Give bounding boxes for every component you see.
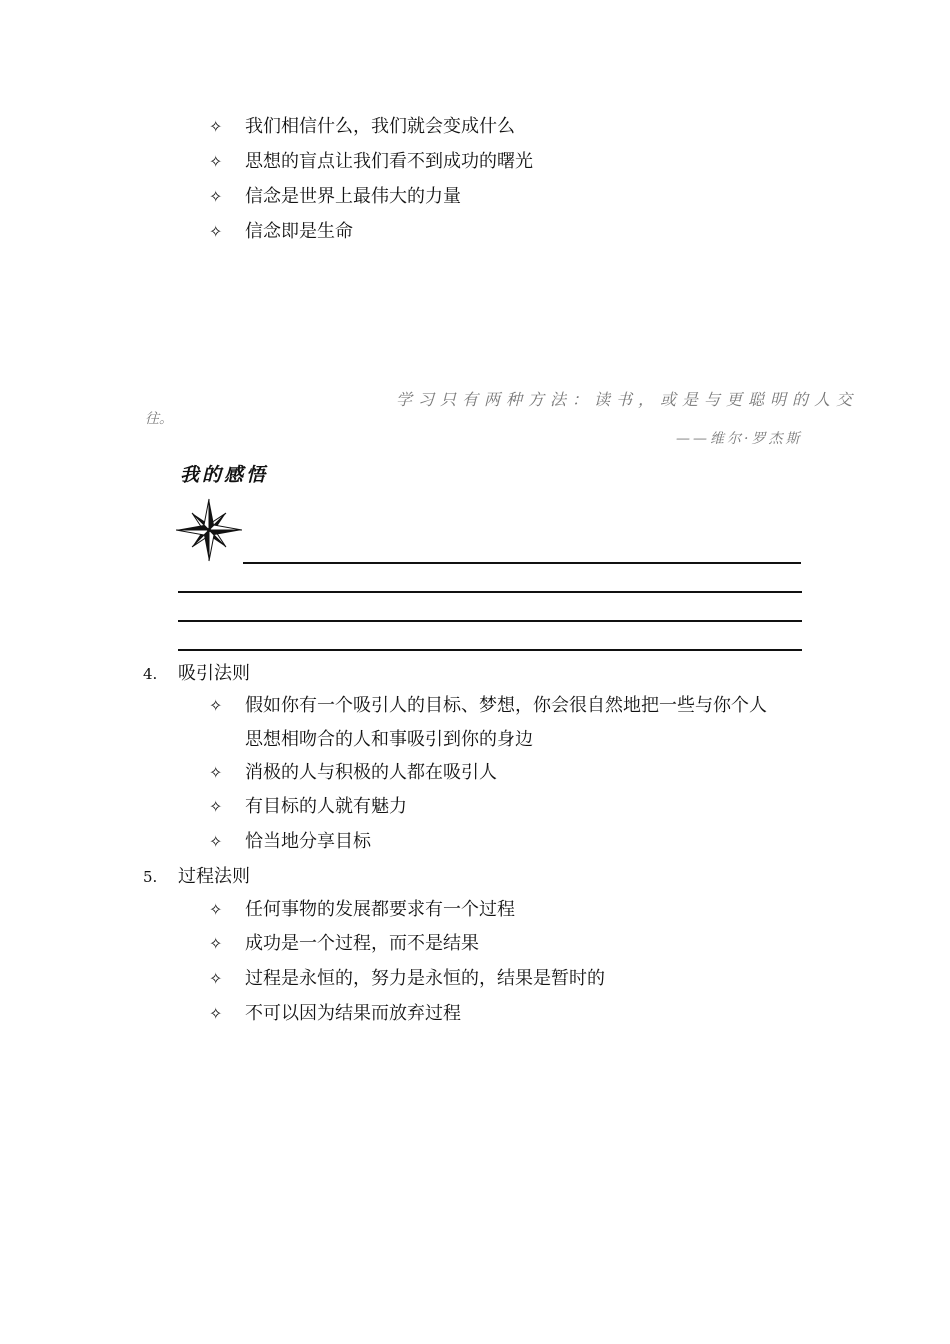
list-item bbox=[209, 694, 767, 718]
diamond-star-bullet-icon: ✧ bbox=[209, 1004, 223, 1023]
diamond-star-bullet-icon: ✧ bbox=[209, 832, 223, 851]
list-item bbox=[209, 898, 515, 922]
list-item-text: 任何事物的发展都要求有一个过程 bbox=[245, 899, 515, 920]
list-item-continuation: 思想相吻合的人和事吸引到你的身边 bbox=[245, 729, 533, 750]
list-item-text: 我们相信什么，我们就会变成什么 bbox=[245, 116, 515, 137]
diamond-star-bullet-icon: ✧ bbox=[209, 222, 223, 241]
section-title: 吸引法则 bbox=[178, 663, 250, 684]
list-item-text: 有目标的人就有魅力 bbox=[245, 796, 407, 817]
list-item-text: 信念即是生命 bbox=[245, 221, 353, 242]
reflection-heading: 我的感悟 bbox=[180, 464, 269, 486]
list-item bbox=[209, 967, 605, 991]
writing-line bbox=[178, 591, 802, 593]
list-item bbox=[209, 150, 533, 174]
writing-line bbox=[178, 620, 802, 622]
diamond-star-bullet-icon: ✧ bbox=[209, 797, 223, 816]
diamond-star-bullet-icon: ✧ bbox=[209, 696, 223, 715]
list-item-text: 过程是永恒的，努力是永恒的，结果是暂时的 bbox=[245, 968, 605, 989]
list-item-text: 不可以因为结果而放弃过程 bbox=[245, 1003, 461, 1024]
list-item bbox=[209, 932, 479, 956]
list-item bbox=[209, 115, 515, 139]
diamond-star-bullet-icon: ✧ bbox=[209, 763, 223, 782]
list-item bbox=[209, 1002, 461, 1026]
list-item bbox=[209, 795, 407, 819]
section-number: 4. bbox=[143, 665, 158, 683]
list-item bbox=[209, 830, 371, 854]
list-item-text: 恰当地分享目标 bbox=[245, 831, 371, 852]
list-item bbox=[209, 185, 461, 209]
list-item-text: 假如你有一个吸引人的目标、梦想，你会很自然地把一些与你个人 bbox=[245, 695, 767, 716]
diamond-star-bullet-icon: ✧ bbox=[209, 152, 223, 171]
diamond-star-bullet-icon: ✧ bbox=[209, 187, 223, 206]
list-item-text: 消极的人与积极的人都在吸引人 bbox=[245, 762, 497, 783]
writing-line bbox=[243, 562, 801, 564]
list-item-text: 信念是世界上最伟大的力量 bbox=[245, 186, 461, 207]
diamond-star-bullet-icon: ✧ bbox=[209, 900, 223, 919]
compass-star-icon bbox=[176, 498, 242, 562]
writing-line bbox=[178, 649, 802, 651]
quote-line-2: 往。 bbox=[145, 411, 173, 427]
diamond-star-bullet-icon: ✧ bbox=[209, 117, 223, 136]
quote-line-1: 学习只有两种方法：读书，或是与更聪明的人交 bbox=[396, 390, 859, 409]
section-heading bbox=[143, 865, 250, 889]
section-heading bbox=[143, 662, 250, 686]
quote-attribution: ——维尔·罗杰斯 bbox=[676, 431, 803, 447]
diamond-star-bullet-icon: ✧ bbox=[209, 969, 223, 988]
diamond-star-bullet-icon: ✧ bbox=[209, 934, 223, 953]
list-item-text: 成功是一个过程，而不是结果 bbox=[245, 933, 479, 954]
section-number: 5. bbox=[143, 868, 158, 886]
list-item bbox=[209, 761, 497, 785]
list-item-text: 思想的盲点让我们看不到成功的曙光 bbox=[245, 151, 533, 172]
list-item bbox=[209, 220, 353, 244]
section-title: 过程法则 bbox=[178, 866, 250, 887]
